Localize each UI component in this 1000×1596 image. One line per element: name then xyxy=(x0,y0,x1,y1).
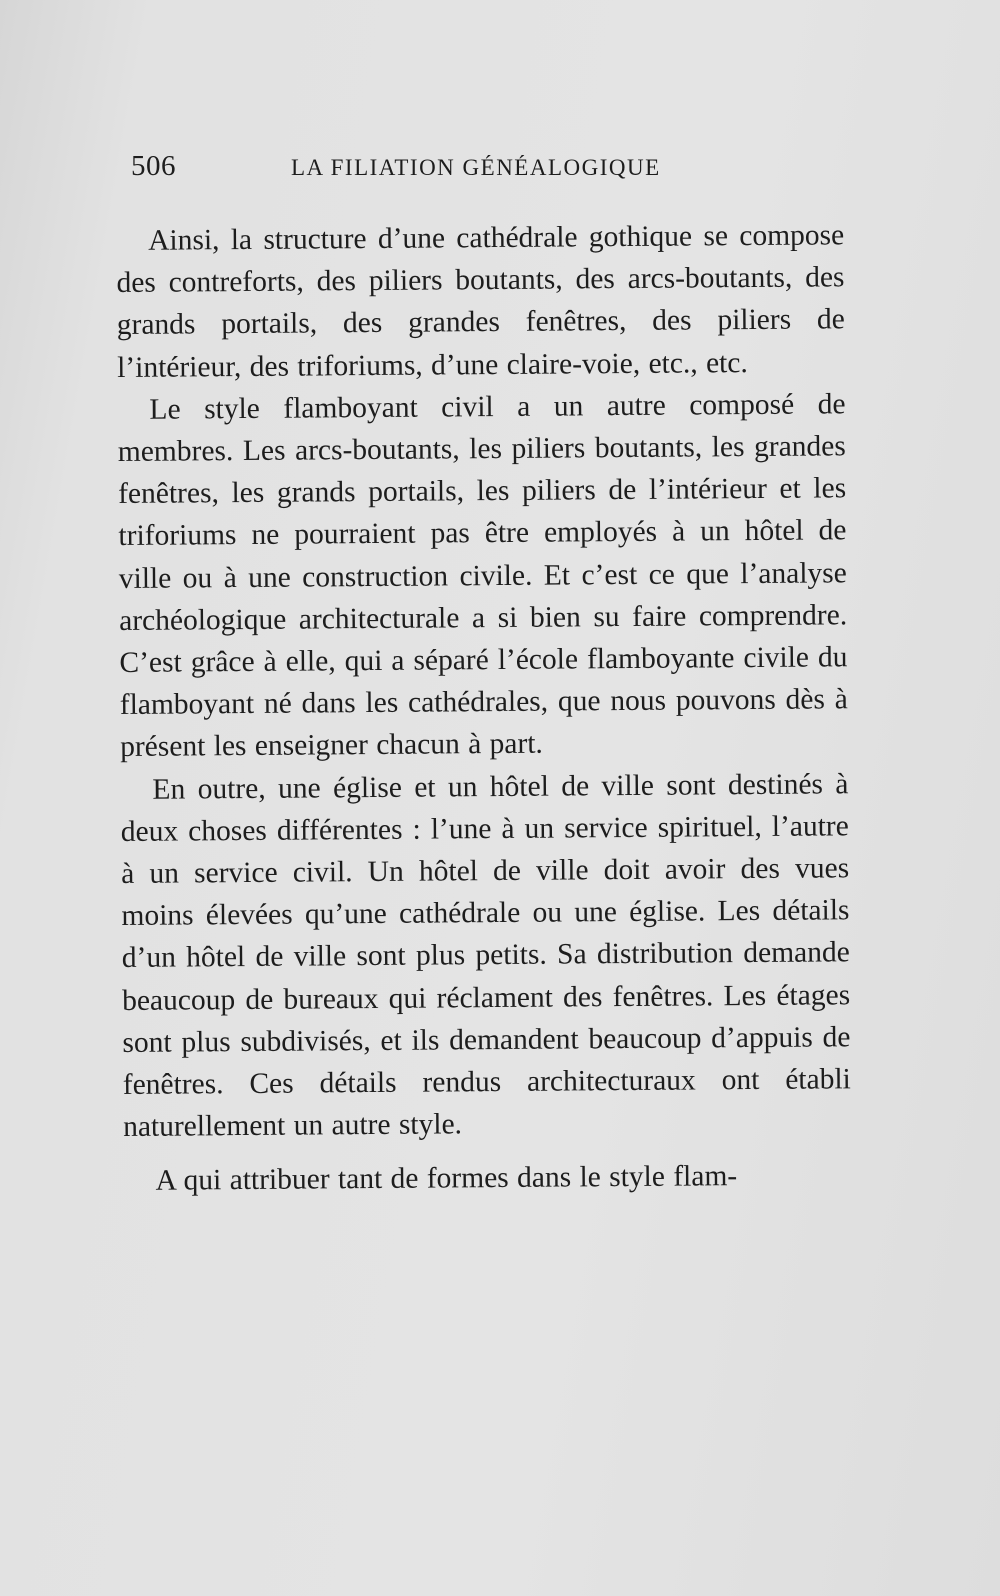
paragraph-flamboyant-civil: Le style flamboyant civil a un autre composé de membres. Les arcs-boutants, les piliers boutants, les grandes fenêtres, les grands portails, les piliers de l’intérieur et les triforiums ne pourraient pas être employés à un hôtel de ville ou à une construction civile. Et c’est ce que l’analyse archéologique architecturale a si bien su faire comprendre. C’est grâce à elle, qui a séparé l’école flamboyante civile du flamboyant né dans les cathédrales, que nous pouvons dès à présent les enseigner chacun à part. xyxy=(117,388,848,764)
paragraph-cathedral-structure: Ainsi, la structure d’une cathédrale gothique se compose des contreforts, des piliers boutants, des arcs-boutants, des grands portails, des grandes fenêtres, des piliers de l’intérieur, des triforiums, d’une claire-voie, etc., etc. xyxy=(116,219,845,384)
body-text xyxy=(116,214,852,1202)
paragraph-attribution: A qui attribuer tant de formes dans le style flam- xyxy=(155,1160,738,1198)
page-number: 506 xyxy=(131,150,176,182)
running-head xyxy=(131,150,691,190)
running-title: LA FILIATION GÉNÉALOGIQUE xyxy=(291,155,661,180)
paragraph-church-vs-town-hall: En outre, une église et un hôtel de ville sont destinés à deux choses différentes : l’une à un service spirituel, l’autre à un service civil. Un hôtel de ville doit avoir des vues moins élevées qu’une cathédrale ou une église. Les détails d’un hôtel de ville sont plus petits. Sa distribution demande beaucoup de bureaux qui réclament des fenêtres. Les étages sont plus subdivisés, et ils demandent beaucoup d’appuis de fenêtres. Ces détails rendus architecturaux ont établi naturellement un autre style. xyxy=(120,767,851,1144)
